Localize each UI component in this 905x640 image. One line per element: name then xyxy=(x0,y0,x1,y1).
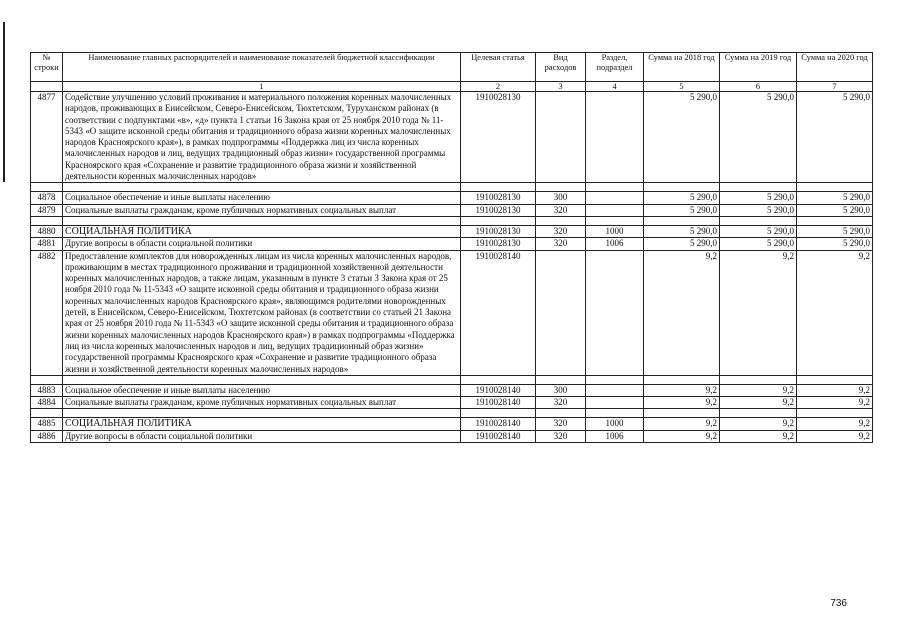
row-number: 4878 xyxy=(31,192,63,204)
row-name: Социальные выплаты гражданам, кроме публичных нормативных социальных выплат xyxy=(63,204,461,216)
row-sum-2018: 9,2 xyxy=(644,430,720,442)
page-number: 736 xyxy=(830,598,847,609)
row-kind xyxy=(536,92,586,183)
row-sum-2020: 5 290,0 xyxy=(797,238,873,250)
row-section xyxy=(586,384,644,396)
row-target: 1910028130 xyxy=(461,225,536,237)
table-row xyxy=(31,192,873,204)
row-section xyxy=(586,204,644,216)
row-section: 1000 xyxy=(586,418,644,430)
row-sum-2020: 5 290,0 xyxy=(797,204,873,216)
row-kind: 320 xyxy=(536,430,586,442)
row-target: 1910028140 xyxy=(461,384,536,396)
row-target: 1910028140 xyxy=(461,250,536,375)
row-kind xyxy=(536,250,586,375)
row-section xyxy=(586,250,644,375)
row-sum-2019: 5 290,0 xyxy=(720,204,797,216)
table-row xyxy=(31,225,873,237)
row-target: 1910028130 xyxy=(461,192,536,204)
row-sum-2018: 9,2 xyxy=(644,397,720,409)
row-sum-2020: 9,2 xyxy=(797,384,873,396)
row-sum-2019: 5 290,0 xyxy=(720,225,797,237)
row-kind: 320 xyxy=(536,225,586,237)
row-section xyxy=(586,192,644,204)
row-number: 4885 xyxy=(31,418,63,430)
row-number: 4880 xyxy=(31,225,63,237)
row-sum-2018: 9,2 xyxy=(644,384,720,396)
binding-line xyxy=(3,22,5,182)
row-sum-2018: 9,2 xyxy=(644,418,720,430)
row-sum-2018: 5 290,0 xyxy=(644,92,720,183)
row-name: Предоставление комплектов для новорожденных лицам из числа коренных малочисленных народов, проживающим в местах традиционного проживания и традиционной хозяйственной деятельности коренных малочисленных народов, а также лицам, указанным в пункте 3 статьи 3 Закона края от 25 ноября 2010 года № 11-5343 «О защите исконной среды обитания и традиционного образа жизни коренных малочисленных народов Красноярского края», являющимся родителями новорожденных детей, в Енисейском, Северо-Енисейском, Тюхтетском районах (в соответствии со статьей 21 Закона края от 25 ноября 2010 года № 11-5343 «О защите исконной среды обитания и традиционного образа жизни коренных малочисленных народов Красноярского края») в рамках подпрограммы «Поддержка лиц из числа коренных малочисленных народов и лиц, ведущих традиционный образ жизни» государственной программы Красноярского края «Сохранение и развитие традиционного образа жизни и хозяйственной деятельности коренных малочисленных народов» xyxy=(63,250,461,375)
row-number: 4879 xyxy=(31,204,63,216)
row-sum-2020: 9,2 xyxy=(797,250,873,375)
row-sum-2019: 5 290,0 xyxy=(720,238,797,250)
header-sum-2020: Сумма на 2020 год xyxy=(797,53,873,82)
row-number: 4882 xyxy=(31,250,63,375)
row-number: 4877 xyxy=(31,92,63,183)
table-row xyxy=(31,250,873,375)
row-sum-2018: 5 290,0 xyxy=(644,204,720,216)
index-cell xyxy=(31,82,63,92)
row-sum-2019: 9,2 xyxy=(720,250,797,375)
table-row xyxy=(31,384,873,396)
index-cell: 7 xyxy=(797,82,873,92)
row-sum-2019: 9,2 xyxy=(720,430,797,442)
row-sum-2019: 9,2 xyxy=(720,418,797,430)
row-kind: 320 xyxy=(536,397,586,409)
row-number: 4881 xyxy=(31,238,63,250)
column-index-row xyxy=(31,82,873,92)
index-cell: 6 xyxy=(720,82,797,92)
row-number: 4884 xyxy=(31,397,63,409)
table-row xyxy=(31,418,873,430)
row-sum-2019: 5 290,0 xyxy=(720,92,797,183)
table-row xyxy=(31,92,873,183)
header-target: Целевая статья xyxy=(461,53,536,82)
table-row xyxy=(31,430,873,442)
row-section: 1006 xyxy=(586,238,644,250)
row-sum-2020: 9,2 xyxy=(797,430,873,442)
row-target: 1910028130 xyxy=(461,204,536,216)
row-sum-2020: 9,2 xyxy=(797,397,873,409)
row-section xyxy=(586,92,644,183)
row-target: 1910028130 xyxy=(461,92,536,183)
budget-table xyxy=(30,52,873,443)
row-name: СОЦИАЛЬНАЯ ПОЛИТИКА xyxy=(63,225,461,237)
row-target: 1910028140 xyxy=(461,397,536,409)
row-section xyxy=(586,397,644,409)
header-row-number: № строки xyxy=(31,53,63,82)
table-row xyxy=(31,397,873,409)
row-section: 1000 xyxy=(586,225,644,237)
row-name: Социальное обеспечение и иные выплаты населению xyxy=(63,384,461,396)
row-name: СОЦИАЛЬНАЯ ПОЛИТИКА xyxy=(63,418,461,430)
row-kind: 320 xyxy=(536,418,586,430)
row-name: Социальные выплаты гражданам, кроме публичных нормативных социальных выплат xyxy=(63,397,461,409)
row-sum-2018: 5 290,0 xyxy=(644,192,720,204)
row-number: 4883 xyxy=(31,384,63,396)
row-section: 1006 xyxy=(586,430,644,442)
row-kind: 320 xyxy=(536,204,586,216)
row-sum-2018: 9,2 xyxy=(644,250,720,375)
row-number: 4886 xyxy=(31,430,63,442)
header-name: Наименование главных распорядителей и наименование показателей бюджетной классификации xyxy=(63,53,461,82)
row-kind: 300 xyxy=(536,384,586,396)
index-cell: 5 xyxy=(644,82,720,92)
row-name: Другие вопросы в области социальной политики xyxy=(63,238,461,250)
table-row xyxy=(31,238,873,250)
table-row xyxy=(31,204,873,216)
table-header-row xyxy=(31,53,873,82)
row-sum-2019: 9,2 xyxy=(720,397,797,409)
header-kind: Вид расходов xyxy=(536,53,586,82)
spacer-row xyxy=(31,409,873,418)
index-cell: 4 xyxy=(586,82,644,92)
row-target: 1910028140 xyxy=(461,430,536,442)
row-kind: 300 xyxy=(536,192,586,204)
header-sum-2018: Сумма на 2018 год xyxy=(644,53,720,82)
row-sum-2020: 9,2 xyxy=(797,418,873,430)
row-sum-2019: 5 290,0 xyxy=(720,192,797,204)
index-cell: 3 xyxy=(536,82,586,92)
row-kind: 320 xyxy=(536,238,586,250)
row-sum-2020: 5 290,0 xyxy=(797,92,873,183)
header-sum-2019: Сумма на 2019 год xyxy=(720,53,797,82)
spacer-row xyxy=(31,216,873,225)
spacer-row xyxy=(31,375,873,384)
index-cell: 1 xyxy=(63,82,461,92)
header-section: Раздел, подраздел xyxy=(586,53,644,82)
row-sum-2018: 5 290,0 xyxy=(644,225,720,237)
index-cell: 2 xyxy=(461,82,536,92)
row-target: 1910028140 xyxy=(461,418,536,430)
row-sum-2020: 5 290,0 xyxy=(797,192,873,204)
row-name: Содействие улучшению условий проживания и материального положения коренных малочисленных народов, проживающих в Енисейском, Северо-Енисейском, Тюхтетском, Туруханском районах (в соответствии с подпунктами «в», «д» пункта 1 статьи 16 Закона края от 25 ноября 2010 года № 11-5343 «О защите исконной среды обитания и традиционного образа жизни коренных малочисленных народов Красноярского края»), в рамках подпрограммы «Поддержка лиц из числа коренных малочисленных народов и лиц, ведущих традиционный образ жизни» государственной программы Красноярского края «Сохранение и развитие традиционного образа жизни и хозяйственной деятельности коренных малочисленных народов» xyxy=(63,92,461,183)
row-target: 1910028130 xyxy=(461,238,536,250)
row-sum-2019: 9,2 xyxy=(720,384,797,396)
spacer-row xyxy=(31,183,873,192)
row-sum-2020: 5 290,0 xyxy=(797,225,873,237)
row-name: Другие вопросы в области социальной политики xyxy=(63,430,461,442)
row-name: Социальное обеспечение и иные выплаты населению xyxy=(63,192,461,204)
row-sum-2018: 5 290,0 xyxy=(644,238,720,250)
